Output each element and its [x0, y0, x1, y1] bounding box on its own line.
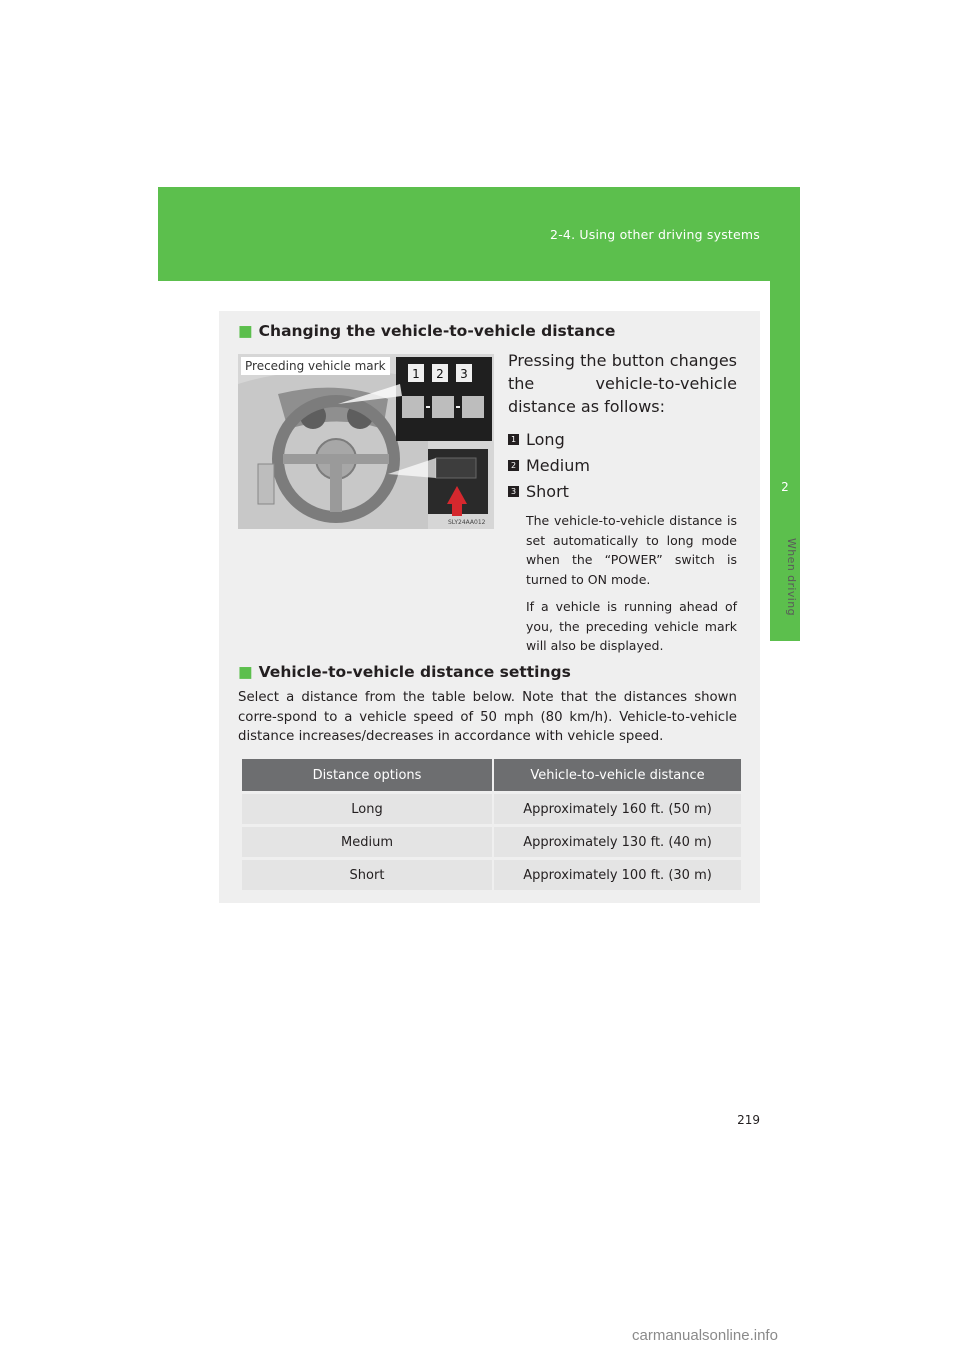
table-cell: Approximately 160 ft. (50 m): [493, 793, 741, 826]
section-title: 2-4. Using other driving systems: [550, 227, 760, 242]
option-label: Short: [526, 481, 569, 501]
table-row: [242, 793, 741, 826]
column-header: Distance options: [242, 759, 493, 793]
table-cell: Long: [242, 793, 493, 826]
heading-distance-settings: [238, 663, 571, 681]
watermark-link[interactable]: carmanualsonline.info: [632, 1327, 778, 1344]
square-bullet-icon: ■: [238, 663, 253, 681]
list-item: [508, 426, 565, 452]
table-row: [242, 859, 741, 891]
table-cell: Approximately 130 ft. (40 m): [493, 826, 741, 859]
table-cell: Approximately 100 ft. (30 m): [493, 859, 741, 891]
chapter-number: 2: [781, 480, 789, 494]
table-header-row: [242, 759, 741, 793]
distance-table: [242, 759, 741, 890]
image-code: SLY24AA012: [448, 519, 486, 526]
column-header: Vehicle-to-vehicle distance: [493, 759, 741, 793]
step-label-3: 3: [460, 367, 468, 381]
steering-wheel-illustration: [238, 354, 494, 529]
table-cell: Short: [242, 859, 493, 891]
settings-paragraph: Select a distance from the table below. Note that the distances shown corre-spond to a vehicle speed of 50 mph (80 km/h). Vehicle-to-vehicle distance increases/decreases in accordance with vehicle speed.: [238, 690, 737, 744]
step-label-1: 1: [412, 367, 420, 381]
heading-changing-distance: [238, 322, 615, 340]
note-default-mode: The vehicle-to-vehicle distance is set automatically to long mode when the “POWER” switch is turned to ON mode.: [526, 513, 737, 587]
intro-text: Pressing the button changes the vehicle-to-vehicle distance as follows:: [508, 351, 737, 416]
chapter-label: When driving: [785, 538, 798, 616]
list-item: [508, 478, 569, 504]
note-preceding-vehicle: If a vehicle is running ahead of you, the preceding vehicle mark will also be displayed.: [526, 599, 737, 653]
table-cell: Medium: [242, 826, 493, 859]
list-item: [508, 452, 590, 478]
page-number: 219: [737, 1113, 760, 1127]
step-number-icon: 3: [508, 486, 519, 497]
heading-text: Vehicle-to-vehicle distance settings: [258, 663, 571, 681]
square-bullet-icon: ■: [238, 322, 253, 340]
dashboard-illustration: [238, 354, 494, 529]
heading-text: Changing the vehicle-to-vehicle distance: [258, 322, 616, 340]
step-number-icon: 2: [508, 460, 519, 471]
table-row: [242, 826, 741, 859]
option-label: Medium: [526, 455, 590, 475]
step-label-2: 2: [436, 367, 444, 381]
step-number-icon: 1: [508, 434, 519, 445]
preceding-vehicle-mark-callout: Preceding vehicle mark: [241, 357, 390, 375]
option-label: Long: [526, 429, 565, 449]
chapter-header-bar: [158, 187, 800, 281]
